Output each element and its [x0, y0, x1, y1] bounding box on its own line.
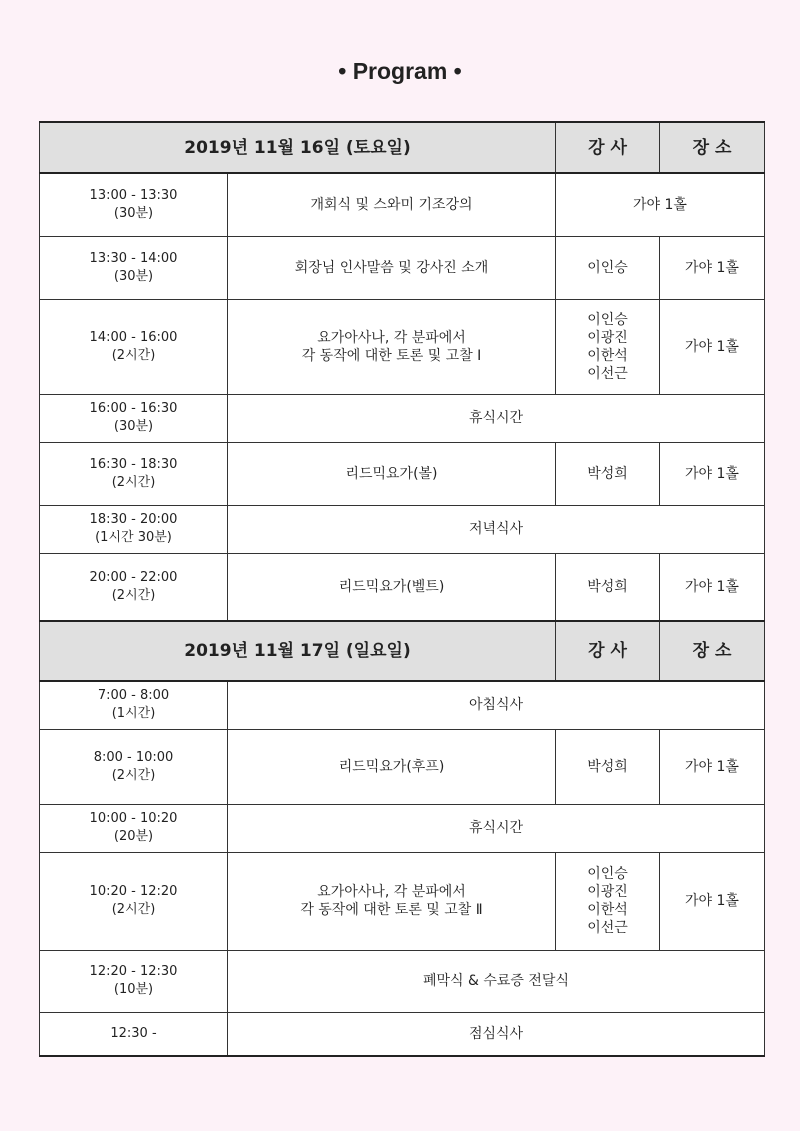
venue-cell: 가야 1홀	[660, 299, 765, 394]
program-cell: 휴식시간	[228, 804, 765, 852]
time-cell: 18:30 - 20:00 (1시간 30분)	[40, 505, 228, 553]
program-cell: 리드믹요가(후프)	[228, 729, 556, 804]
table-row	[40, 236, 765, 299]
program-cell: 저녁식사	[228, 505, 765, 553]
venue-cell: 가야 1홀	[660, 236, 765, 299]
venue-cell: 가야 1홀	[556, 173, 765, 236]
time-cell: 12:20 - 12:30 (10분)	[40, 950, 228, 1012]
time-cell: 10:00 - 10:20 (20분)	[40, 804, 228, 852]
table-row	[40, 681, 765, 729]
table-row	[40, 852, 765, 950]
time-cell: 20:00 - 22:00 (2시간)	[40, 553, 228, 621]
instructor-cell: 이인승	[556, 236, 660, 299]
program-cell: 요가아사나, 각 분파에서 각 동작에 대한 토론 및 고찰 Ⅰ	[228, 299, 556, 394]
page-title: • Program •	[338, 58, 462, 84]
day2-header-row	[40, 621, 765, 681]
table-row	[40, 442, 765, 505]
time-cell: 8:00 - 10:00 (2시간)	[40, 729, 228, 804]
day1-heading: 2019년 11월 16일 (토요일)	[40, 122, 556, 173]
time-cell: 10:20 - 12:20 (2시간)	[40, 852, 228, 950]
program-cell: 아침식사	[228, 681, 765, 729]
table-row	[40, 394, 765, 442]
table-row	[40, 173, 765, 236]
time-cell: 13:30 - 14:00 (30분)	[40, 236, 228, 299]
program-cell: 점심식사	[228, 1012, 765, 1056]
venue-cell: 가야 1홀	[660, 553, 765, 621]
venue-cell: 가야 1홀	[660, 729, 765, 804]
table-row	[40, 299, 765, 394]
table-row	[40, 950, 765, 1012]
instructor-column-header: 강 사	[556, 621, 660, 681]
venue-column-header: 장 소	[660, 621, 765, 681]
instructor-column-header: 강 사	[556, 122, 660, 173]
time-cell: 14:00 - 16:00 (2시간)	[40, 299, 228, 394]
venue-cell: 가야 1홀	[660, 852, 765, 950]
instructor-cell: 박성희	[556, 442, 660, 505]
table-row	[40, 804, 765, 852]
instructor-cell: 박성희	[556, 729, 660, 804]
instructor-cell: 박성희	[556, 553, 660, 621]
venue-cell: 가야 1홀	[660, 442, 765, 505]
table-row	[40, 553, 765, 621]
program-cell: 휴식시간	[228, 394, 765, 442]
day2-heading: 2019년 11월 17일 (일요일)	[40, 621, 556, 681]
time-cell: 12:30 -	[40, 1012, 228, 1056]
time-cell: 16:30 - 18:30 (2시간)	[40, 442, 228, 505]
program-table	[39, 121, 765, 1057]
venue-column-header: 장 소	[660, 122, 765, 173]
time-cell: 7:00 - 8:00 (1시간)	[40, 681, 228, 729]
time-cell: 16:00 - 16:30 (30분)	[40, 394, 228, 442]
program-cell: 폐막식 & 수료증 전달식	[228, 950, 765, 1012]
table-row	[40, 729, 765, 804]
time-cell: 13:00 - 13:30 (30분)	[40, 173, 228, 236]
table-row	[40, 1012, 765, 1056]
program-cell: 리드믹요가(벨트)	[228, 553, 556, 621]
table-row	[40, 505, 765, 553]
instructor-cell: 이인승 이광진 이한석 이선근	[556, 852, 660, 950]
program-cell: 리드믹요가(볼)	[228, 442, 556, 505]
program-cell: 개회식 및 스와미 기조강의	[228, 173, 556, 236]
instructor-cell: 이인승 이광진 이한석 이선근	[556, 299, 660, 394]
program-cell: 회장님 인사말씀 및 강사진 소개	[228, 236, 556, 299]
program-cell: 요가아사나, 각 분파에서 각 동작에 대한 토론 및 고찰 Ⅱ	[228, 852, 556, 950]
day1-header-row	[40, 122, 765, 173]
